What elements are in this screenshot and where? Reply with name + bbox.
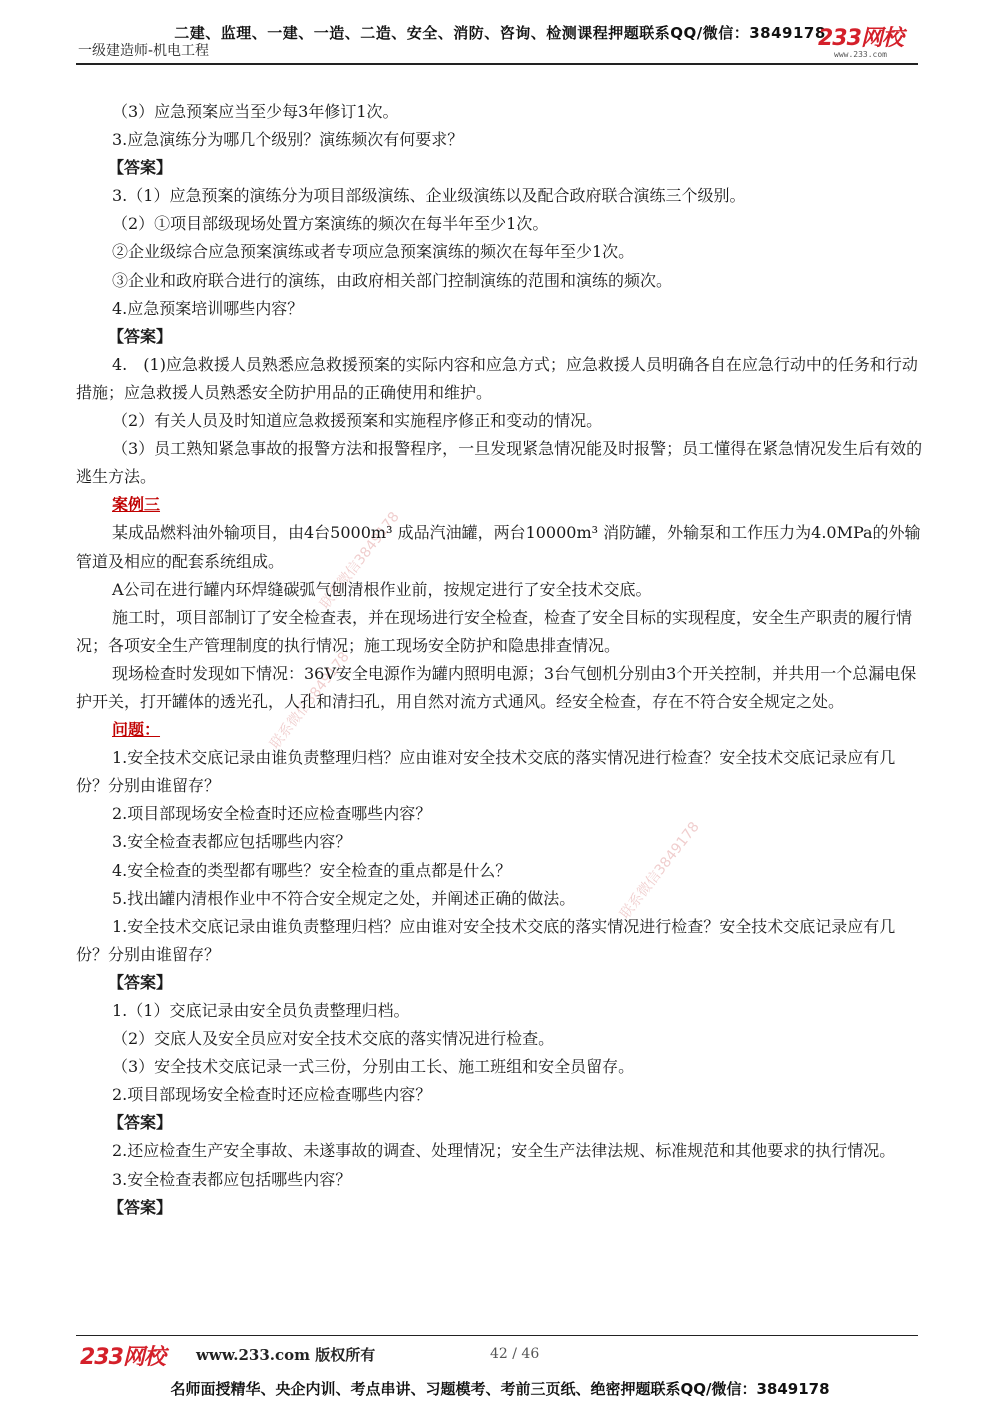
header-rule [76,63,918,65]
text-line: （3）安全技术交底记录一式三份，分别由工长、施工班组和安全员留存。 [112,1057,635,1077]
question-line: 4.安全检查的类型都有哪些？安全检查的重点都是什么？ [112,860,512,880]
header-logo-text: 233网校 [818,26,903,51]
subject-title: 一级建造师-机电工程 [78,43,210,59]
answer-label: 【答案】 [108,158,173,178]
question-line: 5.找出罐内清根作业中不符合安全规定之处，并阐述正确的做法。 [112,888,576,908]
text-line: ②企业级综合应急预案演练或者专项应急预案演练的频次在每年至少1次。 [112,242,635,262]
bottom-banner: 名师面授精华、央企内训、考点串讲、习题模考、考前三页纸、绝密押题联系QQ/微信：3849178 [170,1380,830,1398]
case-heading: 案例三 [112,495,161,515]
document-body [76,98,924,1222]
text-paragraph: 某成品燃料油外输项目，由4台5000m³ 成品汽油罐，两台10000m³ 消防罐，外输泵和工作压力为4.0MPa的外输管道及相应的配套系统组成。 [76,523,921,571]
question-line: 2.项目部现场安全检查时还应检查哪些内容？ [112,804,432,824]
watermark-3: 联系微信3849178 [267,649,353,753]
text-paragraph: 4. (1)应急救援人员熟悉应急救援预案的实际内容和应急方式；应急救援人员明确各自在应急行动中的任务和行动措施；应急救援人员熟悉安全防护用品的正确使用和维护。 [76,354,918,402]
footer-logo: 233网校 [80,1345,165,1370]
watermark-1: 联系微信3849178 [317,509,403,613]
text-line: ③企业和政府联合进行的演练，由政府相关部门控制演练的范围和演练的频次。 [112,270,673,290]
watermark-2: 联系微信3849178 [617,819,703,923]
questions-heading: 问题： [112,720,161,740]
text-line: 1.（1）交底记录由安全员负责整理归档。 [112,1001,410,1020]
question-line: 3.应急演练分为哪几个级别？演练频次有何要求？ [112,130,464,150]
header-logo [818,28,928,64]
question-line: 3.安全检查表都应包括哪些内容？ [112,832,352,852]
answer-label: 【答案】 [108,1197,173,1217]
text-line: （2）①项目部级现场处置方案演练的频次在每半年至少1次。 [112,214,549,234]
answer-label: 【答案】 [108,1113,173,1133]
header-logo-url: www.233.com [834,50,887,59]
question-line: 1.安全技术交底记录由谁负责整理归档？应由谁对安全技术交底的落实情况进行检查？安全技术交底记录应有几份？分别由谁留存？ [76,916,896,964]
question-line: 4.应急预案培训哪些内容？ [112,298,304,318]
text-paragraph: 施工时，项目部制订了安全检查表，并在现场进行安全检查，检查了安全目标的实现程度，安全生产职责的履行情况；各项安全生产管理制度的执行情况；施工现场安全防护和隐患排查情况。 [76,607,913,655]
question-line: 3.安全检查表都应包括哪些内容？ [112,1169,352,1189]
answer-label: 【答案】 [108,972,173,992]
text-line: 3.（1）应急预案的演练分为项目部级演练、企业级演练以及配合政府联合演练三个级别。 [112,186,746,206]
text-paragraph: （3）员工熟知紧急事故的报警方法和报警程序，一旦发现紧急情况能及时报警；员工懂得在紧急情况发生后有效的逃生方法。 [76,439,923,487]
text-paragraph: 2.还应检查生产安全事故、未遂事故的调查、处理情况；安全生产法律法规、标准规范和其他要求的执行情况。 [112,1141,896,1161]
question-line: 2.项目部现场安全检查时还应检查哪些内容？ [112,1085,432,1105]
answer-label: 【答案】 [108,326,173,346]
text-line: （2）有关人员及时知道应急救援预案和实施程序修正和变动的情况。 [112,411,603,431]
text-line: A公司在进行罐内环焊缝碳弧气刨清根作业前，按规定进行了安全技术交底。 [112,579,652,599]
question-line: 1.安全技术交底记录由谁负责整理归档？应由谁对安全技术交底的落实情况进行检查？安全技术交底记录应有几份？分别由谁留存？ [76,748,896,796]
text-paragraph: 现场检查时发现如下情况：36V安全电源作为罐内照明电源；3台气刨机分别由3个开关控制，并共用一个总漏电保护开关，打开罐体的透光孔，人孔和清扫孔，用自然对流方式通风。经安全检查，存在不符合安全规定之处。 [76,663,917,711]
footer-rule [76,1335,918,1336]
page-number: 42 / 46 [490,1346,540,1362]
text-line: （2）交底人及安全员应对安全技术交底的落实情况进行检查。 [112,1029,555,1049]
text-line: （3）应急预案应当至少每3年修订1次。 [112,102,399,121]
footer-copyright: www.233.com 版权所有 [196,1346,376,1364]
top-banner: 二建、监理、一建、一造、二造、安全、消防、咨询、检测课程押题联系QQ/微信：3849178 [174,24,826,42]
